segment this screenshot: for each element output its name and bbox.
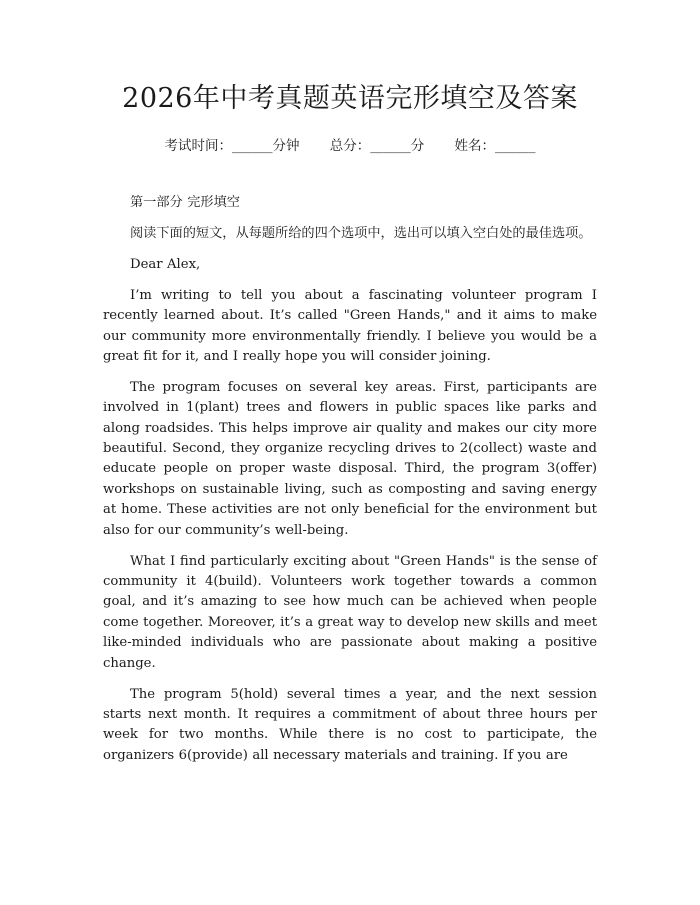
letter-greeting: Dear Alex, [130,256,201,272]
passage-paragraph-2: The program focuses on several key areas. First, participants are involved in 1(plant) trees and flowers in public spaces like parks and along roadsides. This helps improve air quality and makes our city more beautiful. Second, they organize recycling drives to 2(collect) waste and educate people on proper waste disposal. Third, the program 3(offer) workshops on sustainable living, such as composting and saving energy at home. These activities are not only beneficial for the environment but also for our community’s well-being. [103,379,597,538]
passage-paragraph-1: I’m writing to tell you about a fascinating volunteer program I recently learned about. It’s called "Green Hands," and it aims to make our community more environmentally friendly. I believe you would be a great fit for it, and I really hope you will consider joining. [103,287,597,364]
exam-meta-line [103,136,597,156]
section-heading: 第一部分 完形填空 [130,195,240,210]
passage-paragraph-3: What I find particularly exciting about "Green Hands" is the sense of community it 4(build). Volunteers work together towards a common goal, and it’s amazing to see how much can be achieved when people come together. Moreover, it’s a great way to develop new skills and meet like-minded individuals who are passionate about making a positive change. [103,553,597,671]
instructions-paragraph: 阅读下面的短文，从每题所给的四个选项中，选出可以填入空白处的最佳选项。 [130,225,592,241]
passage-paragraph-4: The program 5(hold) several times a year, and the next session starts next month. It requires a commitment of about three hours per week for two months. While there is no cost to participate, the organizers 6(provide) all necessary materials and training. If you are [103,686,597,763]
total-score-field: 总分：______分 [329,138,425,154]
student-name-field: 姓名：______ [454,138,536,154]
exam-time-field: 考试时间：______分钟 [164,138,300,154]
page-title: 2026年中考真题英语完形填空及答案 [122,83,578,114]
